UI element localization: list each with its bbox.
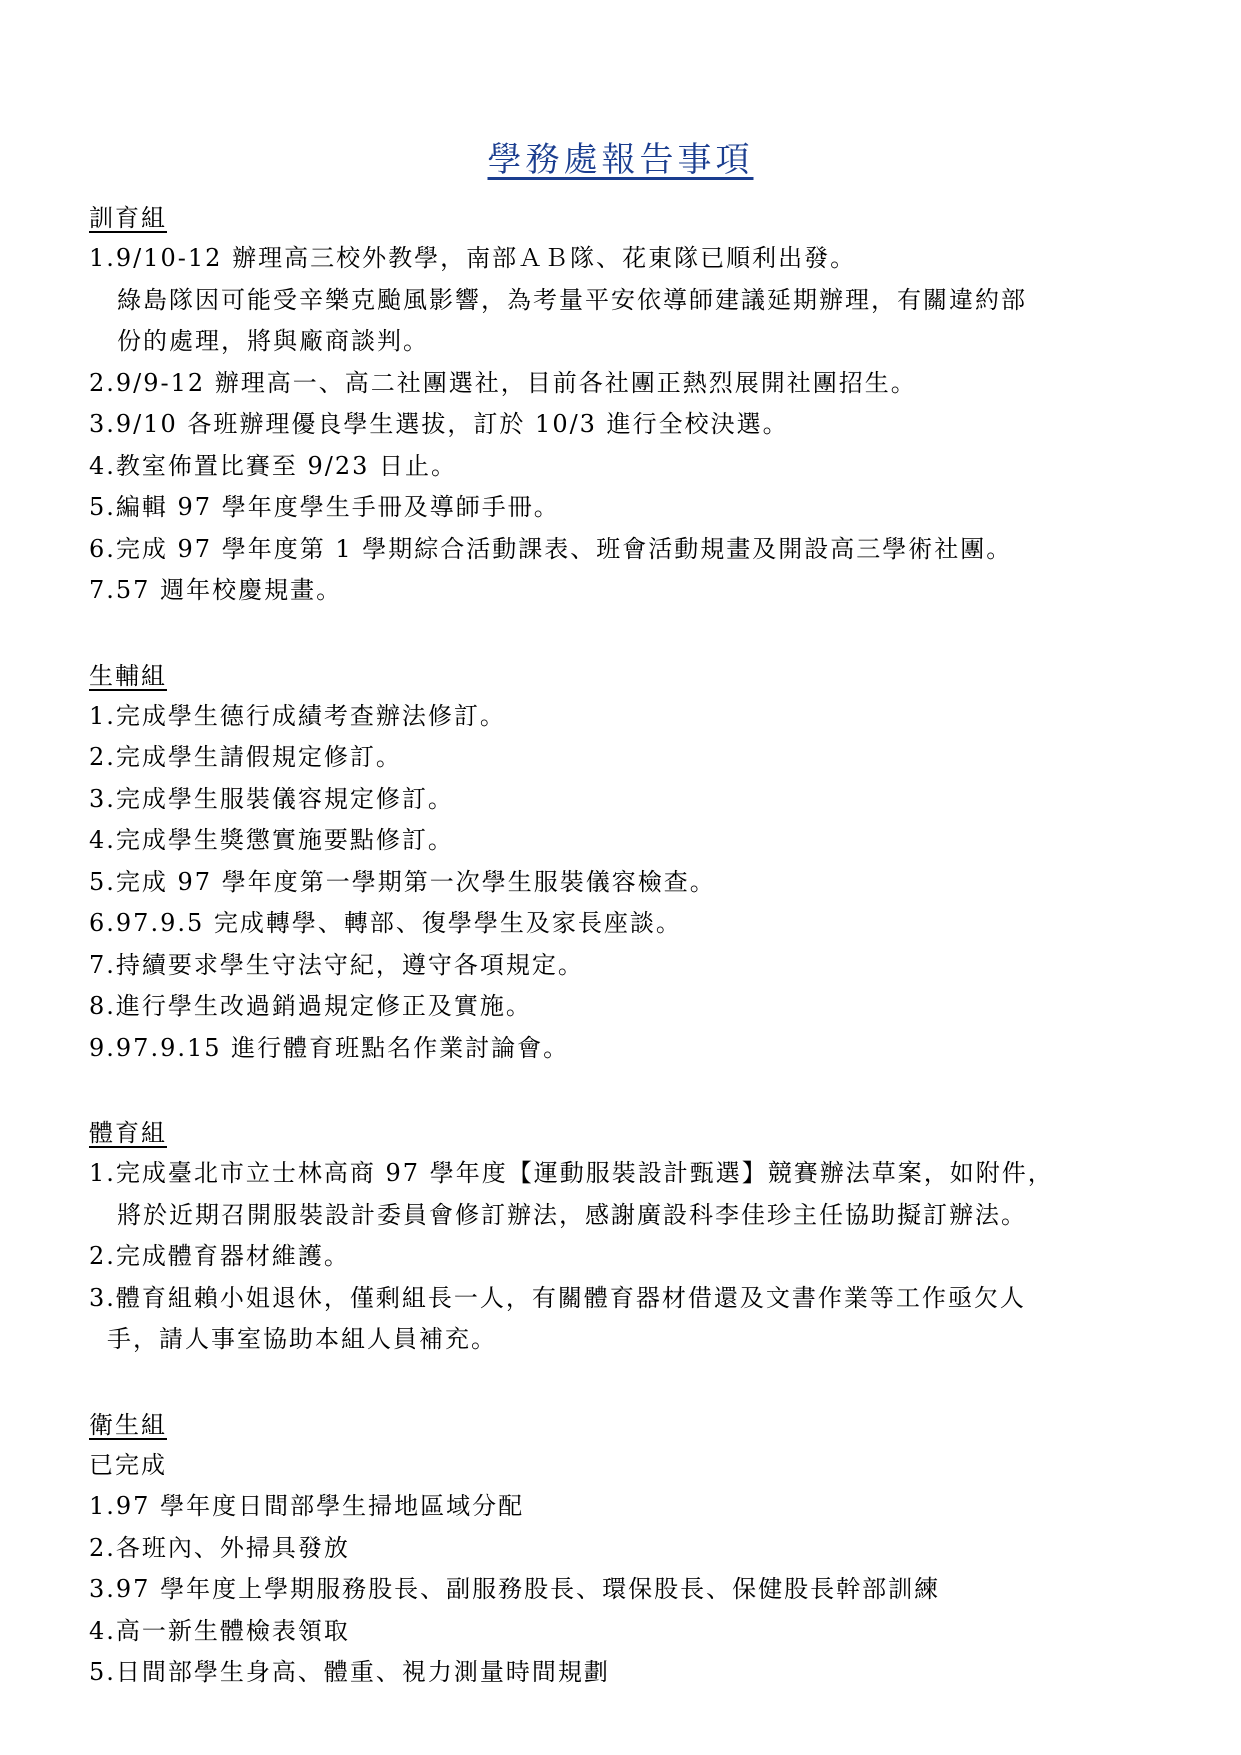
list-item-continuation: 份的處理，將與廠商談判。	[117, 327, 429, 355]
list-item: 4.教室佈置比賽至 9/23 日止。	[89, 451, 458, 480]
list-item-continuation: 手，請人事室協助本組人員補充。	[107, 1325, 497, 1353]
list-item: 4.高一新生體檢表領取	[89, 1616, 350, 1645]
list-item: 2.各班內、外掃具發放	[89, 1533, 350, 1562]
section-heading: 體育組	[89, 1119, 167, 1147]
section-heading: 訓育組	[89, 204, 167, 232]
list-item-continuation: 綠島隊因可能受辛樂克颱風影響，為考量平安依導師建議延期辦理，有關違約部	[117, 285, 1027, 314]
list-item: 3.97 學年度上學期服務股長、副服務股長、環保股長、保健股長幹部訓練	[89, 1575, 941, 1603]
list-item: 2.完成學生請假規定修訂。	[89, 743, 402, 771]
list-item: 7.持續要求學生守法守紀，遵守各項規定。	[89, 950, 584, 979]
list-item-continuation: 將於近期召開服裝設計委員會修訂辦法，感謝廣設科李佳珍主任協助擬訂辦法。	[117, 1200, 1027, 1229]
list-item: 2.9/9-12 辦理高一、高二社團選社，目前各社團正熱烈展開社團招生。	[89, 368, 917, 397]
list-item: 3.完成學生服裝儀容規定修訂。	[89, 784, 454, 813]
list-item: 4.完成學生獎懲實施要點修訂。	[89, 826, 454, 854]
section-sports	[89, 1113, 1169, 1361]
list-item: 5.編輯 97 學年度學生手冊及導師手冊。	[89, 493, 560, 521]
list-item: 1.完成學生德行成績考查辦法修訂。	[89, 701, 506, 730]
subheading: 已完成	[89, 1450, 167, 1479]
section-heading: 衛生組	[89, 1410, 167, 1439]
list-item: 5.完成 97 學年度第一學期第一次學生服裝儀容檢查。	[89, 867, 716, 896]
section-heading: 生輔組	[89, 661, 167, 690]
list-item: 5.日間部學生身高、體重、視力測量時間規劃	[89, 1658, 610, 1686]
section-training	[89, 198, 1169, 612]
list-item: 7.57 週年校慶規畫。	[89, 576, 343, 604]
list-item: 1.97 學年度日間部學生掃地區域分配	[89, 1492, 525, 1520]
list-item: 3.體育組賴小姐退休，僅剩組長一人，有關體育器材借還及文書作業等工作亟欠人	[89, 1283, 1026, 1312]
list-item: 6.完成 97 學年度第 1 學期綜合活動課表、班會活動規畫及開設高三學術社團。	[89, 534, 1013, 563]
list-item: 8.進行學生改過銷過規定修正及實施。	[89, 992, 532, 1020]
list-item: 6.97.9.5 完成轉學、轉部、復學學生及家長座談。	[89, 909, 682, 937]
page-title: 學務處報告事項	[487, 140, 754, 180]
section-discipline	[89, 656, 1169, 1070]
list-item: 1.完成臺北市立士林高商 97 學年度【運動服裝設計甄選】競賽辦法草案，如附件，	[89, 1159, 1054, 1187]
list-item: 3.9/10 各班辦理優良學生選拔，訂於 10/3 進行全校決選。	[89, 410, 789, 438]
list-item: 2.完成體育器材維護。	[89, 1242, 350, 1270]
document-body	[89, 198, 1169, 1734]
list-item: 1.9/10-12 辦理高三校外教學，南部ＡＢ隊、花東隊已順利出發。	[89, 244, 857, 272]
list-item: 9.97.9.15 進行體育班點名作業討論會。	[89, 1033, 570, 1062]
section-health	[89, 1405, 1169, 1694]
